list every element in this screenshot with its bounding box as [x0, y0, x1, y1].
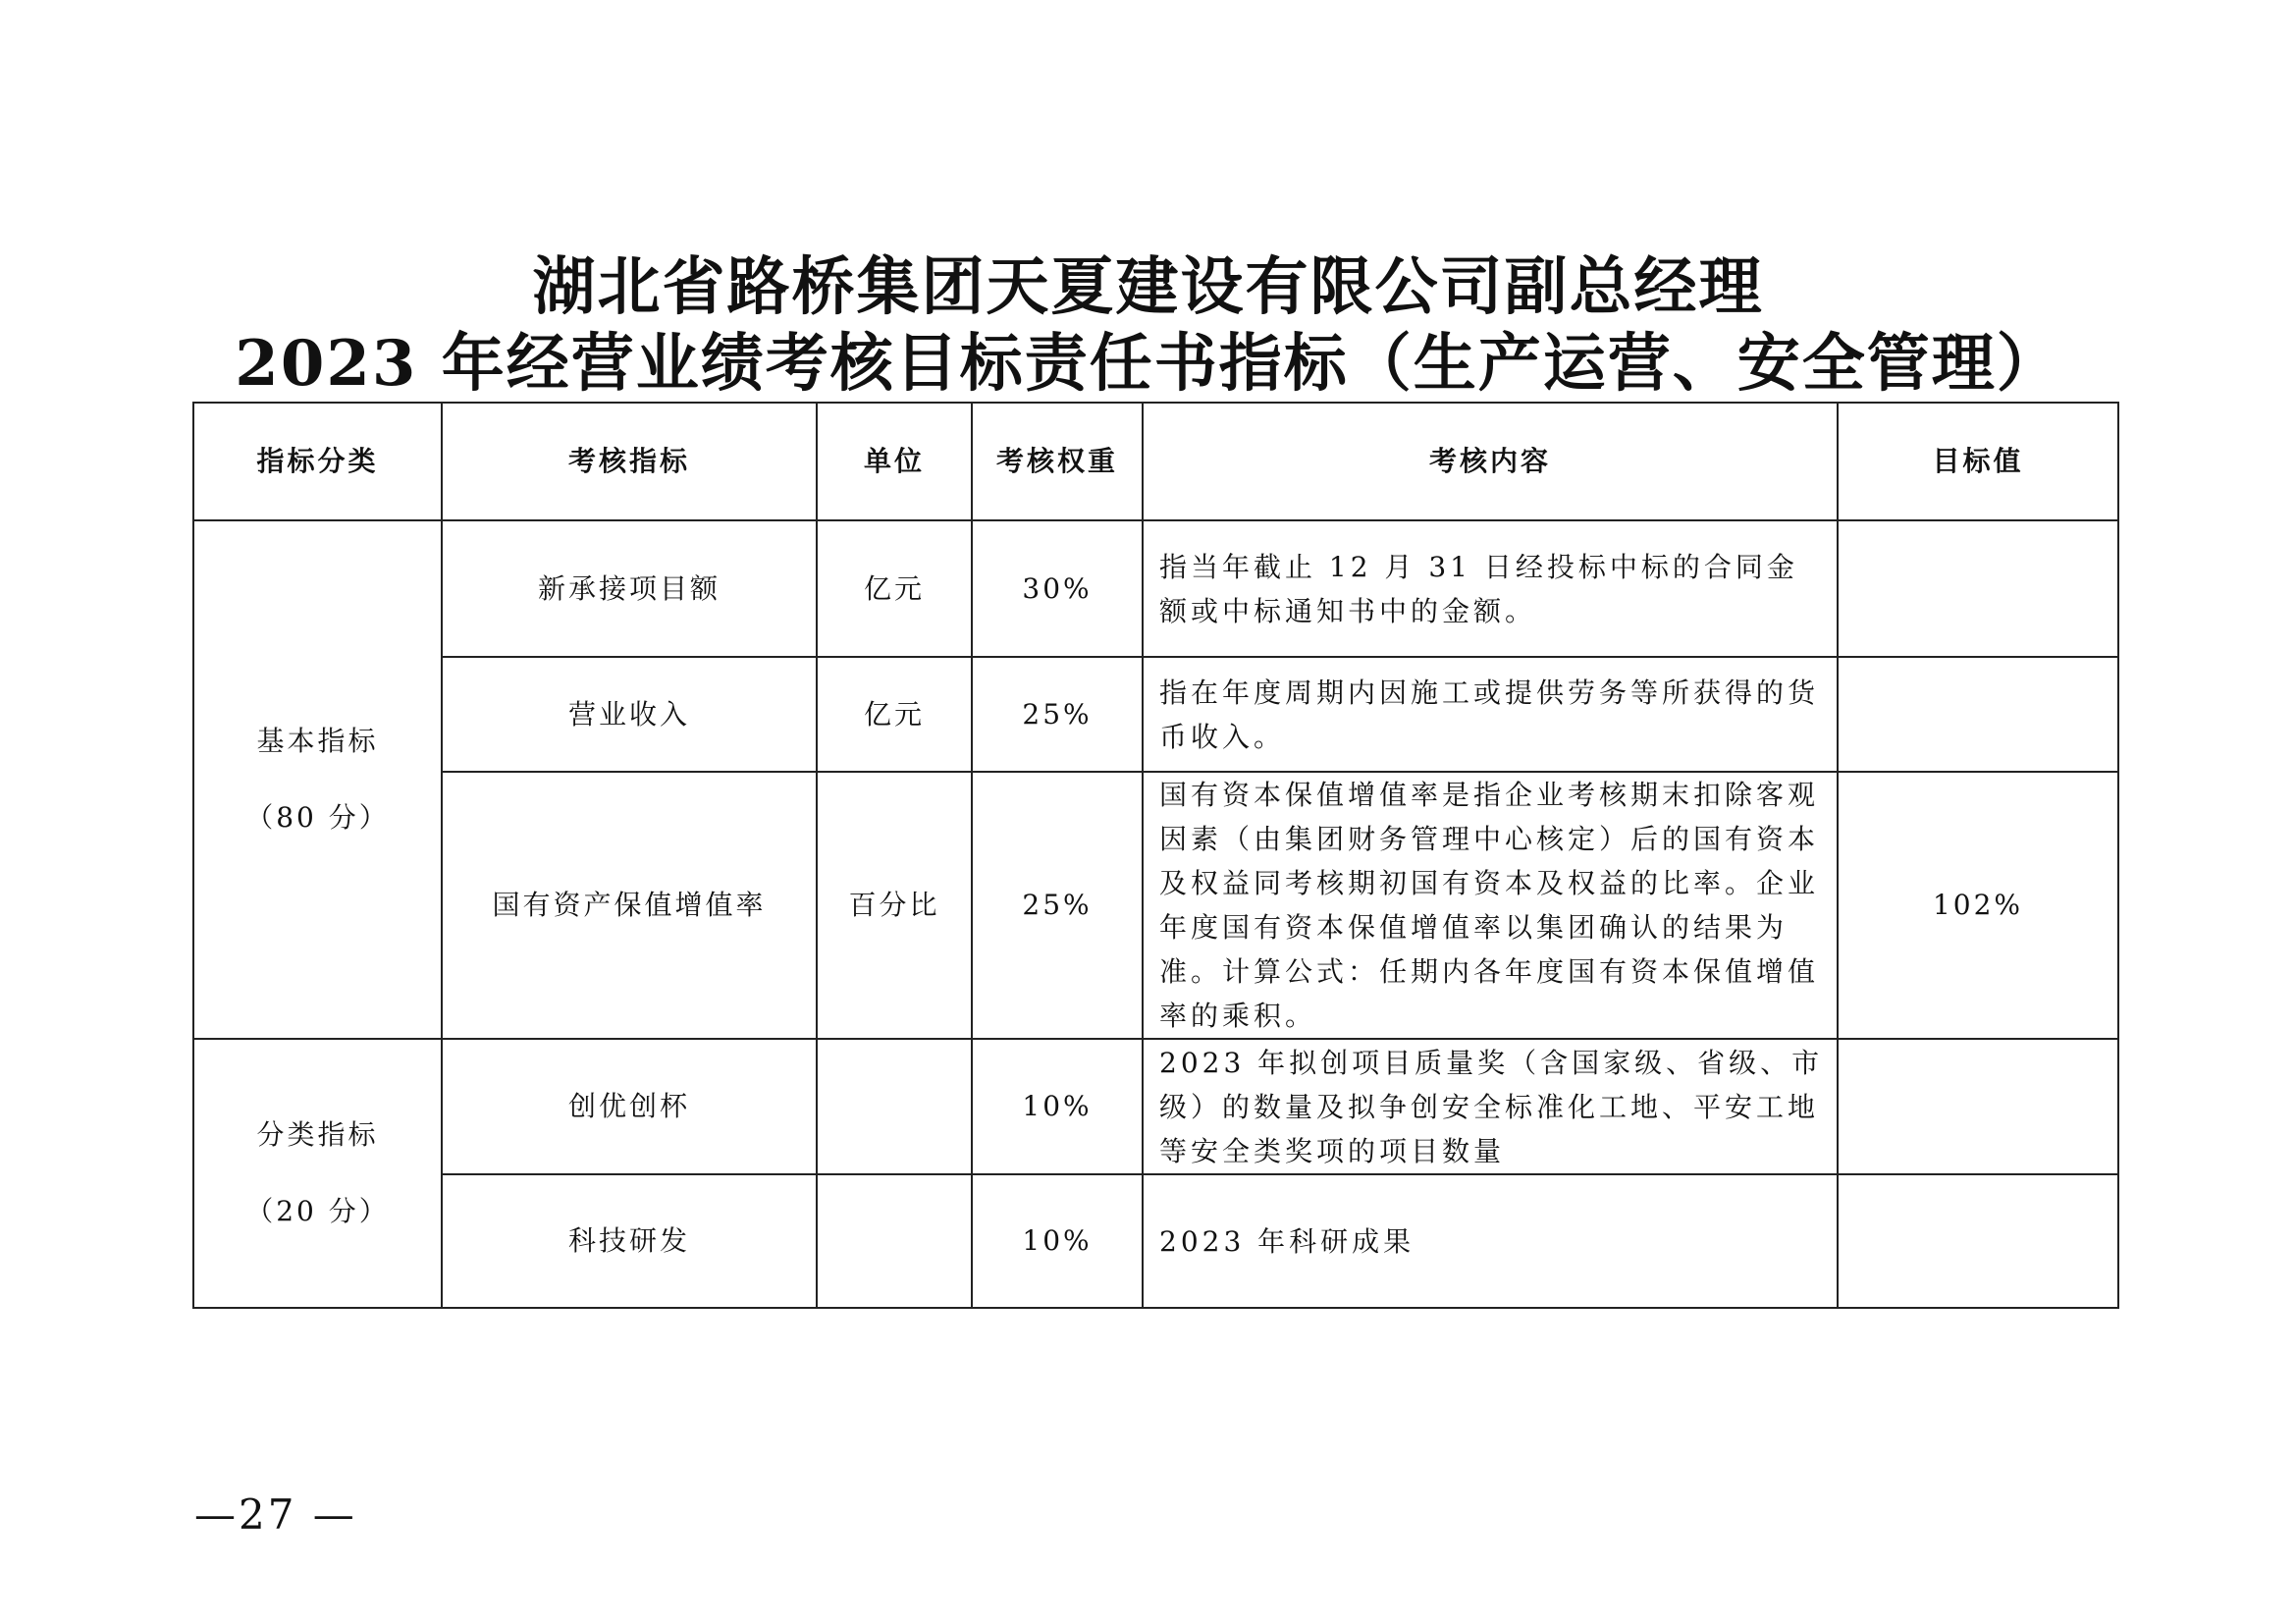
indicator-cell: 创优创杯	[442, 1039, 817, 1174]
target-cell: 102%	[1838, 772, 2118, 1039]
document-title-line-1: 湖北省路桥集团天夏建设有限公司副总经理	[532, 250, 1764, 324]
unit-cell: 百分比	[817, 772, 972, 1039]
unit-cell: 亿元	[817, 657, 972, 772]
category-name: 分类指标	[256, 1118, 379, 1151]
weight-cell: 10%	[972, 1174, 1143, 1308]
assessment-targets-table	[192, 402, 2119, 1309]
header-target: 目标值	[1838, 403, 2118, 520]
table-row	[193, 520, 2118, 657]
table-row	[193, 1174, 2118, 1308]
category-score: （80 分）	[245, 801, 390, 834]
header-unit: 单位	[817, 403, 972, 520]
header-content: 考核内容	[1143, 403, 1838, 520]
target-cell	[1838, 520, 2118, 657]
unit-cell	[817, 1174, 972, 1308]
unit-cell	[817, 1039, 972, 1174]
category-cell-classified	[193, 1039, 442, 1308]
header-category: 指标分类	[193, 403, 442, 520]
indicator-cell: 新承接项目额	[442, 520, 817, 657]
table-row	[193, 772, 2118, 1039]
target-cell	[1838, 1174, 2118, 1308]
target-cell	[1838, 657, 2118, 772]
content-cell: 2023 年拟创项目质量奖（含国家级、省级、市级）的数量及拟争创安全标准化工地、平安工地等安全类奖项的项目数量	[1143, 1039, 1838, 1174]
page-number: —27 —	[194, 1490, 357, 1539]
indicator-cell: 国有资产保值增值率	[442, 772, 817, 1039]
content-cell: 2023 年科研成果	[1143, 1174, 1838, 1308]
weight-cell: 25%	[972, 657, 1143, 772]
table-row	[193, 1039, 2118, 1174]
header-weight: 考核权重	[972, 403, 1143, 520]
weight-cell: 10%	[972, 1039, 1143, 1174]
content-cell: 指当年截止 12 月 31 日经投标中标的合同金额或中标通知书中的金额。	[1143, 520, 1838, 657]
unit-cell: 亿元	[817, 520, 972, 657]
indicator-cell: 科技研发	[442, 1174, 817, 1308]
content-cell: 国有资本保值增值率是指企业考核期末扣除客观因素（由集团财务管理中心核定）后的国有资本及权益同考核期初国有资本及权益的比率。企业年度国有资本保值增值率以集团确认的结果为准。计算公式：任期内各年度国有资本保值增值率的乘积。	[1143, 772, 1838, 1039]
category-name: 基本指标	[256, 725, 379, 757]
category-cell-basic	[193, 520, 442, 1039]
weight-cell: 25%	[972, 772, 1143, 1039]
header-indicator: 考核指标	[442, 403, 817, 520]
indicator-cell: 营业收入	[442, 657, 817, 772]
category-score: （20 分）	[245, 1195, 390, 1227]
table-header-row	[193, 403, 2118, 520]
target-cell	[1838, 1039, 2118, 1174]
document-title-line-2: 2023 年经营业绩考核目标责任书指标（生产运营、安全管理）	[235, 327, 2061, 401]
weight-cell: 30%	[972, 520, 1143, 657]
table-row	[193, 657, 2118, 772]
content-cell: 指在年度周期内因施工或提供劳务等所获得的货币收入。	[1143, 657, 1838, 772]
